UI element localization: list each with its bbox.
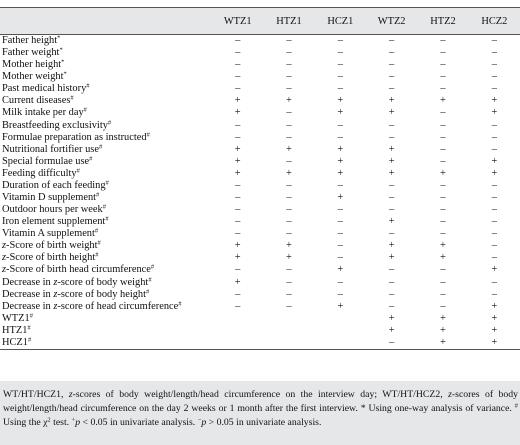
column-header-htz1: HTZ1 <box>263 8 314 35</box>
row-label <box>0 59 212 71</box>
significance-cell: – <box>389 179 395 191</box>
row-label-text: Iron element supplement <box>2 216 106 228</box>
significance-cell: + <box>440 324 446 336</box>
table-row <box>0 35 520 48</box>
significance-cell: + <box>234 240 241 252</box>
column-header-hcz2: HCZ2 <box>469 8 520 35</box>
row-label-text: Decrease in <box>2 300 54 312</box>
significance-cell: + <box>337 167 344 179</box>
row-label-z-symbol: z <box>53 288 58 300</box>
row-label <box>0 47 212 59</box>
table-row <box>0 144 520 156</box>
row-label <box>0 301 212 313</box>
significance-cell: + <box>491 300 498 312</box>
row-label-mark: # <box>178 300 182 308</box>
row-label <box>0 35 212 48</box>
row-label <box>0 192 212 204</box>
significance-cell: – <box>286 47 292 59</box>
row-label-text: -score of body weight <box>57 276 149 288</box>
significance-cell: – <box>286 107 292 119</box>
significance-cell: – <box>286 83 292 95</box>
significance-cell: – <box>235 131 241 143</box>
significance-cell: – <box>389 276 395 288</box>
significance-cell: + <box>234 276 241 288</box>
significance-cell: + <box>388 324 395 336</box>
row-label-text: Decrease in <box>2 276 54 288</box>
footnote-text: -scores of body weight/length/head circumference on the interview day; WT/HT/HCZ2, <box>72 389 449 400</box>
significance-cell: – <box>389 83 395 95</box>
row-label <box>0 264 212 276</box>
significance-cell: – <box>440 143 446 155</box>
row-label-text: Vitamin D supplement <box>2 192 97 204</box>
row-label-mark: * <box>63 70 67 78</box>
significance-cell: – <box>286 228 292 240</box>
significance-cell: + <box>388 252 395 264</box>
significance-cell: – <box>286 300 292 312</box>
variables-table <box>0 7 520 350</box>
table-row <box>0 59 520 71</box>
significance-cell <box>315 313 366 325</box>
significance-cell: + <box>286 240 292 252</box>
significance-cell <box>212 337 263 350</box>
table-row <box>0 120 520 132</box>
significance-cell: + <box>388 240 395 252</box>
significance-cell: – <box>440 71 446 83</box>
row-label <box>0 180 212 192</box>
significance-cell: – <box>286 288 292 300</box>
row-label <box>0 313 212 325</box>
significance-cell: – <box>286 216 292 228</box>
significance-cell: + <box>388 155 395 167</box>
significance-cell: – <box>286 264 292 276</box>
table-row <box>0 325 520 337</box>
significance-cell: – <box>440 155 446 167</box>
significance-cell: + <box>286 143 292 155</box>
significance-cell: + <box>337 264 344 276</box>
significance-cell: – <box>337 179 343 191</box>
significance-cell: – <box>286 155 292 167</box>
table-row <box>0 132 520 144</box>
significance-cell: – <box>440 228 446 240</box>
significance-cell: – <box>337 35 343 46</box>
table-row <box>0 168 520 180</box>
significance-cell: – <box>389 192 395 204</box>
table-row <box>0 83 520 95</box>
significance-cell: – <box>389 228 395 240</box>
significance-cell: – <box>440 83 446 95</box>
significance-cell: – <box>337 119 343 131</box>
significance-cell: + <box>440 312 446 324</box>
significance-cell: + <box>234 167 241 179</box>
column-header-wtz1: WTZ1 <box>212 8 263 35</box>
row-label <box>0 216 212 228</box>
significance-cell: – <box>491 228 497 240</box>
footnote-z-symbol: z <box>448 389 452 400</box>
row-label-text: -Score of birth head circumference <box>6 264 151 276</box>
significance-cell: – <box>286 179 292 191</box>
row-label-text: Father height <box>2 35 58 46</box>
column-header-hcz1: HCZ1 <box>315 8 366 35</box>
column-header-htz2: HTZ2 <box>417 8 468 35</box>
row-label-text: -score of body height <box>57 288 146 300</box>
significance-cell: – <box>491 276 497 288</box>
row-label <box>0 289 212 301</box>
table-row <box>0 216 520 228</box>
significance-cell: – <box>235 83 241 95</box>
row-label <box>0 156 212 168</box>
significance-cell <box>212 313 263 325</box>
header-corner <box>0 8 212 35</box>
significance-cell: + <box>337 143 344 155</box>
row-label-mark: # <box>94 227 99 235</box>
row-label-text: Special formulae use <box>2 155 90 167</box>
significance-cell: + <box>234 252 241 264</box>
significance-cell: – <box>389 119 395 131</box>
significance-cell: – <box>337 47 343 59</box>
significance-cell: – <box>235 264 241 276</box>
significance-cell <box>315 337 366 350</box>
table-row <box>0 313 520 325</box>
significance-cell: – <box>440 264 446 276</box>
significance-cell: – <box>389 204 395 216</box>
significance-cell: + <box>286 167 292 179</box>
significance-cell: – <box>286 192 292 204</box>
row-label-mark: * <box>61 58 65 66</box>
footnote-hash-mark: # <box>514 402 518 410</box>
row-label-mark: # <box>76 167 80 175</box>
significance-cell: – <box>440 204 446 216</box>
row-label-text: Father weight <box>2 47 60 59</box>
significance-cell: + <box>234 143 241 155</box>
significance-cell: – <box>337 131 343 143</box>
row-label-mark: # <box>70 94 74 102</box>
row-label-mark: # <box>105 215 109 223</box>
row-label-text: Nutritional fortifier use <box>2 143 99 155</box>
row-label-text: -score of head circumference <box>57 300 179 312</box>
row-label-text: Feeding difficulty <box>2 167 77 179</box>
footnote-p-symbol: p <box>75 417 81 429</box>
significance-cell: + <box>286 252 292 264</box>
significance-cell: – <box>286 204 292 216</box>
significance-cell: – <box>491 179 497 191</box>
row-label <box>0 132 212 144</box>
significance-cell: – <box>235 35 241 46</box>
significance-cell: – <box>337 59 343 71</box>
significance-cell: – <box>440 288 446 300</box>
row-label-z-symbol: z <box>2 252 7 264</box>
significance-cell: – <box>440 179 446 191</box>
significance-cell: – <box>440 47 446 59</box>
significance-cell: – <box>286 131 292 143</box>
significance-cell: – <box>440 131 446 143</box>
significance-cell: – <box>286 119 292 131</box>
row-label-text: Mother height <box>2 59 62 71</box>
table-row <box>0 204 520 216</box>
significance-cell: + <box>491 155 498 167</box>
table-row <box>0 240 520 252</box>
significance-cell: – <box>491 143 497 155</box>
row-label-mark: * <box>57 34 61 42</box>
significance-cell: + <box>388 143 395 155</box>
significance-cell: – <box>491 216 497 228</box>
row-label-mark: # <box>107 119 112 127</box>
table-row <box>0 252 520 264</box>
row-label-mark: # <box>83 106 87 114</box>
significance-cell: + <box>234 107 241 119</box>
significance-cell: – <box>337 204 343 216</box>
row-label <box>0 107 212 119</box>
row-label-mark: # <box>96 191 100 199</box>
row-label-mark: # <box>146 131 150 139</box>
row-label-mark: # <box>86 82 90 90</box>
significance-cell: – <box>389 131 395 143</box>
significance-cell: + <box>337 95 344 107</box>
row-label-z-symbol: z <box>2 240 7 252</box>
significance-cell: + <box>469 337 520 350</box>
significance-cell: – <box>337 252 343 264</box>
significance-cell: – <box>491 240 497 252</box>
significance-cell: – <box>235 59 241 71</box>
row-label-mark: # <box>102 203 106 211</box>
row-label-text: Duration of each feeding <box>2 179 106 191</box>
significance-cell: + <box>337 192 344 204</box>
significance-cell <box>263 313 314 325</box>
row-label-text: HCZ1 <box>2 336 28 348</box>
row-label <box>0 71 212 83</box>
significance-cell: – <box>440 59 446 71</box>
significance-cell: – <box>491 131 497 143</box>
row-label <box>0 83 212 95</box>
table-row <box>0 107 520 119</box>
footnote-minus-mark: − <box>197 416 202 424</box>
significance-cell: – <box>235 119 241 131</box>
significance-cell: – <box>491 204 497 216</box>
significance-cell: + <box>491 95 498 107</box>
row-label-mark: # <box>148 276 152 284</box>
row-label <box>0 144 212 156</box>
footnote-text: Using the χ <box>3 417 48 429</box>
significance-cell: – <box>389 300 395 312</box>
significance-cell: + <box>440 252 446 264</box>
significance-cell: + <box>286 95 292 107</box>
significance-cell: – <box>440 119 446 131</box>
significance-cell: – <box>491 119 497 131</box>
significance-cell: + <box>234 95 241 107</box>
table-row <box>0 228 520 240</box>
row-label-mark: # <box>89 155 93 163</box>
row-label <box>0 204 212 216</box>
significance-cell: – <box>440 192 446 204</box>
significance-cell <box>263 337 314 350</box>
footnote-plus-mark: + <box>71 416 76 424</box>
significance-cell: – <box>337 276 343 288</box>
significance-cell: + <box>491 312 498 324</box>
significance-cell: – <box>491 192 497 204</box>
row-label-mark: # <box>97 239 101 247</box>
table-row <box>0 192 520 204</box>
significance-cell: + <box>440 167 446 179</box>
significance-cell: + <box>491 167 498 179</box>
significance-cell: – <box>491 83 497 95</box>
row-label-text: Outdoor hours per week <box>2 204 103 216</box>
significance-cell: – <box>235 300 241 312</box>
row-label <box>0 240 212 252</box>
significance-cell: – <box>440 300 446 312</box>
row-label-mark: # <box>95 251 99 259</box>
row-label-mark: * <box>59 46 63 54</box>
row-label <box>0 168 212 180</box>
row-label <box>0 277 212 289</box>
significance-cell: – <box>491 288 497 300</box>
table-row <box>0 47 520 59</box>
column-header-wtz2: WTZ2 <box>366 8 417 35</box>
table-row <box>0 264 520 276</box>
significance-cell: + <box>388 167 395 179</box>
table-row <box>0 337 520 350</box>
significance-cell: – <box>389 264 395 276</box>
significance-cell: + <box>440 240 446 252</box>
table-row <box>0 156 520 168</box>
row-label-mark: # <box>27 324 31 332</box>
significance-cell: – <box>491 252 497 264</box>
significance-cell: – <box>389 288 395 300</box>
footnote-text: test. <box>50 417 72 429</box>
significance-cell: – <box>337 228 343 240</box>
row-label <box>0 325 212 337</box>
row-label-mark: # <box>146 288 150 296</box>
significance-cell: – <box>389 71 395 83</box>
row-label-z-symbol: z <box>53 276 58 288</box>
row-label <box>0 120 212 132</box>
footnote-z-symbol: z <box>68 389 73 400</box>
significance-cell: – <box>286 71 292 83</box>
significance-cell: – <box>337 71 343 83</box>
significance-cell: – <box>337 83 343 95</box>
table-body <box>0 35 520 350</box>
significance-cell: – <box>389 59 395 71</box>
row-label-text: HTZ1 <box>2 324 28 336</box>
significance-cell <box>212 325 263 337</box>
significance-cell: + <box>491 324 498 336</box>
significance-cell: – <box>235 204 241 216</box>
significance-cell: – <box>286 59 292 71</box>
significance-cell: – <box>235 192 241 204</box>
significance-cell: – <box>389 47 395 59</box>
row-label <box>0 228 212 240</box>
row-label-z-symbol: z <box>2 264 7 276</box>
significance-cell: – <box>235 179 241 191</box>
significance-cell: – <box>235 216 241 228</box>
table-row <box>0 180 520 192</box>
footnote-text: WT/HT/HCZ1, <box>3 389 69 400</box>
significance-cell: – <box>366 337 417 350</box>
significance-cell <box>263 325 314 337</box>
significance-cell: – <box>235 288 241 300</box>
row-label-text: Breastfeeding exclusivity <box>2 119 108 131</box>
row-label-mark: # <box>29 312 33 320</box>
significance-cell: – <box>235 228 241 240</box>
significance-cell: + <box>234 155 241 167</box>
significance-cell: – <box>491 35 497 46</box>
table-footnote <box>0 381 520 445</box>
row-label-z-symbol: z <box>53 300 58 312</box>
row-label-text: Past medical history <box>2 83 87 95</box>
significance-cell: + <box>388 312 395 324</box>
significance-cell: + <box>337 155 344 167</box>
table-header-row <box>0 8 520 35</box>
significance-cell: + <box>417 337 468 350</box>
table-row <box>0 277 520 289</box>
row-label <box>0 337 212 350</box>
significance-cell: + <box>491 264 498 276</box>
significance-cell: – <box>491 47 497 59</box>
significance-cell: – <box>491 71 497 83</box>
significance-cell: + <box>337 107 344 119</box>
table-row <box>0 95 520 107</box>
significance-cell: + <box>388 216 395 228</box>
significance-cell: – <box>440 35 446 46</box>
row-label-text: -Score of birth height <box>6 252 96 264</box>
row-label-text: Decrease in <box>2 288 54 300</box>
row-label-text: -Score of birth weight <box>6 240 98 252</box>
row-label-text: WTZ1 <box>2 312 30 324</box>
row-label-text: Mother weight <box>2 71 64 83</box>
significance-cell <box>315 325 366 337</box>
significance-cell: + <box>491 107 498 119</box>
significance-cell: – <box>286 35 292 46</box>
footnote-text: < 0.05 in univariate analysis. <box>80 417 198 429</box>
row-label-mark: # <box>98 143 103 151</box>
significance-cell: – <box>337 288 343 300</box>
significance-cell: + <box>388 95 395 107</box>
row-label-mark: # <box>27 336 32 344</box>
significance-cell: – <box>337 216 343 228</box>
row-label-mark: # <box>105 179 109 187</box>
table-row <box>0 289 520 301</box>
row-label <box>0 252 212 264</box>
table-row <box>0 71 520 83</box>
footnote-text: -scores of body weight/length/head circumference on the day 2 weeks or 1 month after the first interview. * Using one-way analysis of variance. <box>3 389 518 415</box>
row-label-text: Milk intake per day <box>2 107 84 119</box>
significance-cell: – <box>440 216 446 228</box>
significance-cell: – <box>337 240 343 252</box>
significance-cell: + <box>337 300 344 312</box>
significance-cell: – <box>389 35 395 46</box>
significance-cell: – <box>286 276 292 288</box>
row-label-text: Vitamin A supplement <box>2 228 95 240</box>
row-label <box>0 95 212 107</box>
significance-cell: – <box>235 47 241 59</box>
table-row <box>0 301 520 313</box>
significance-cell: + <box>388 107 395 119</box>
significance-cell: – <box>440 276 446 288</box>
footnote-superscript: 2 <box>47 416 51 424</box>
row-label-text: Current diseases <box>2 95 71 107</box>
footnote-text: > 0.05 in univariate analysis. <box>206 417 322 429</box>
significance-cell: – <box>491 59 497 71</box>
significance-cell: – <box>440 107 446 119</box>
row-label-mark: # <box>150 263 155 271</box>
significance-cell: – <box>235 71 241 83</box>
significance-cell: + <box>440 95 446 107</box>
row-label-text: Formulae preparation as instructed <box>2 131 147 143</box>
footnote-p-symbol: p <box>201 417 207 429</box>
